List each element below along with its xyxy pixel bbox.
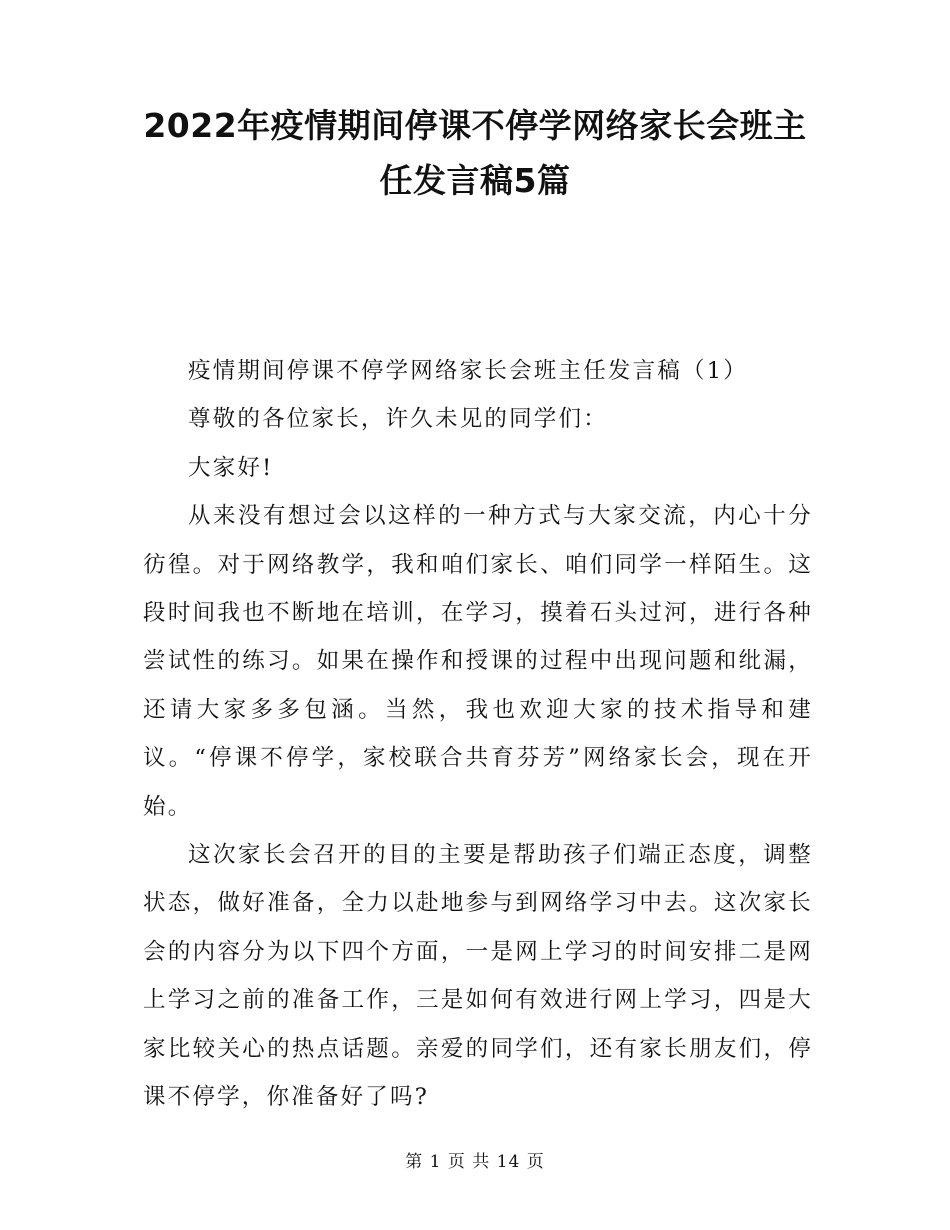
- salutation: 尊敬的各位家长，许久未见的同学们：: [188, 406, 608, 433]
- document-title-line-2: 任发言稿5篇: [379, 161, 571, 200]
- body-paragraph: 这次家长会召开的目的主要是帮助孩子们端正态度，调整状态，做好准备，全力以赴地参与到网络学习中去。这次家长会的内容分为以下四个方面，一是网上学习的时间安排二是网上学习之前的准备工作，三是如何有效进行网上学习，四是大家比较关心的热点话题。亲爱的同学们，还有家长朋友们，停课不停学，你准备好了吗?: [143, 842, 813, 1111]
- section-heading: 疫情期间停课不停学网络家长会班主任发言稿（1）: [188, 358, 748, 384]
- body-paragraph: 从来没有想过会以这样的一种方式与大家交流，内心十分彷徨。对于网络教学，我和咱们家长、咱们同学一样陌生。这段时间我也不断地在培训，在学习，摸着石头过河，进行各种尝试性的练习。如果在操作和授课的过程中出现问题和纰漏，还请大家多多包涵。当然，我也欢迎大家的技术指导和建议。“停课不停学，家校联合共育芬芳”网络家长会，现在开始。: [143, 503, 813, 820]
- greeting: 大家好!: [188, 454, 274, 481]
- page-footer: 第 1 页 共 14 页: [405, 1152, 545, 1172]
- document-body: [143, 347, 813, 1122]
- document-title-line-1: 2022年疫情期间停课不停学网络家长会班主: [143, 106, 807, 145]
